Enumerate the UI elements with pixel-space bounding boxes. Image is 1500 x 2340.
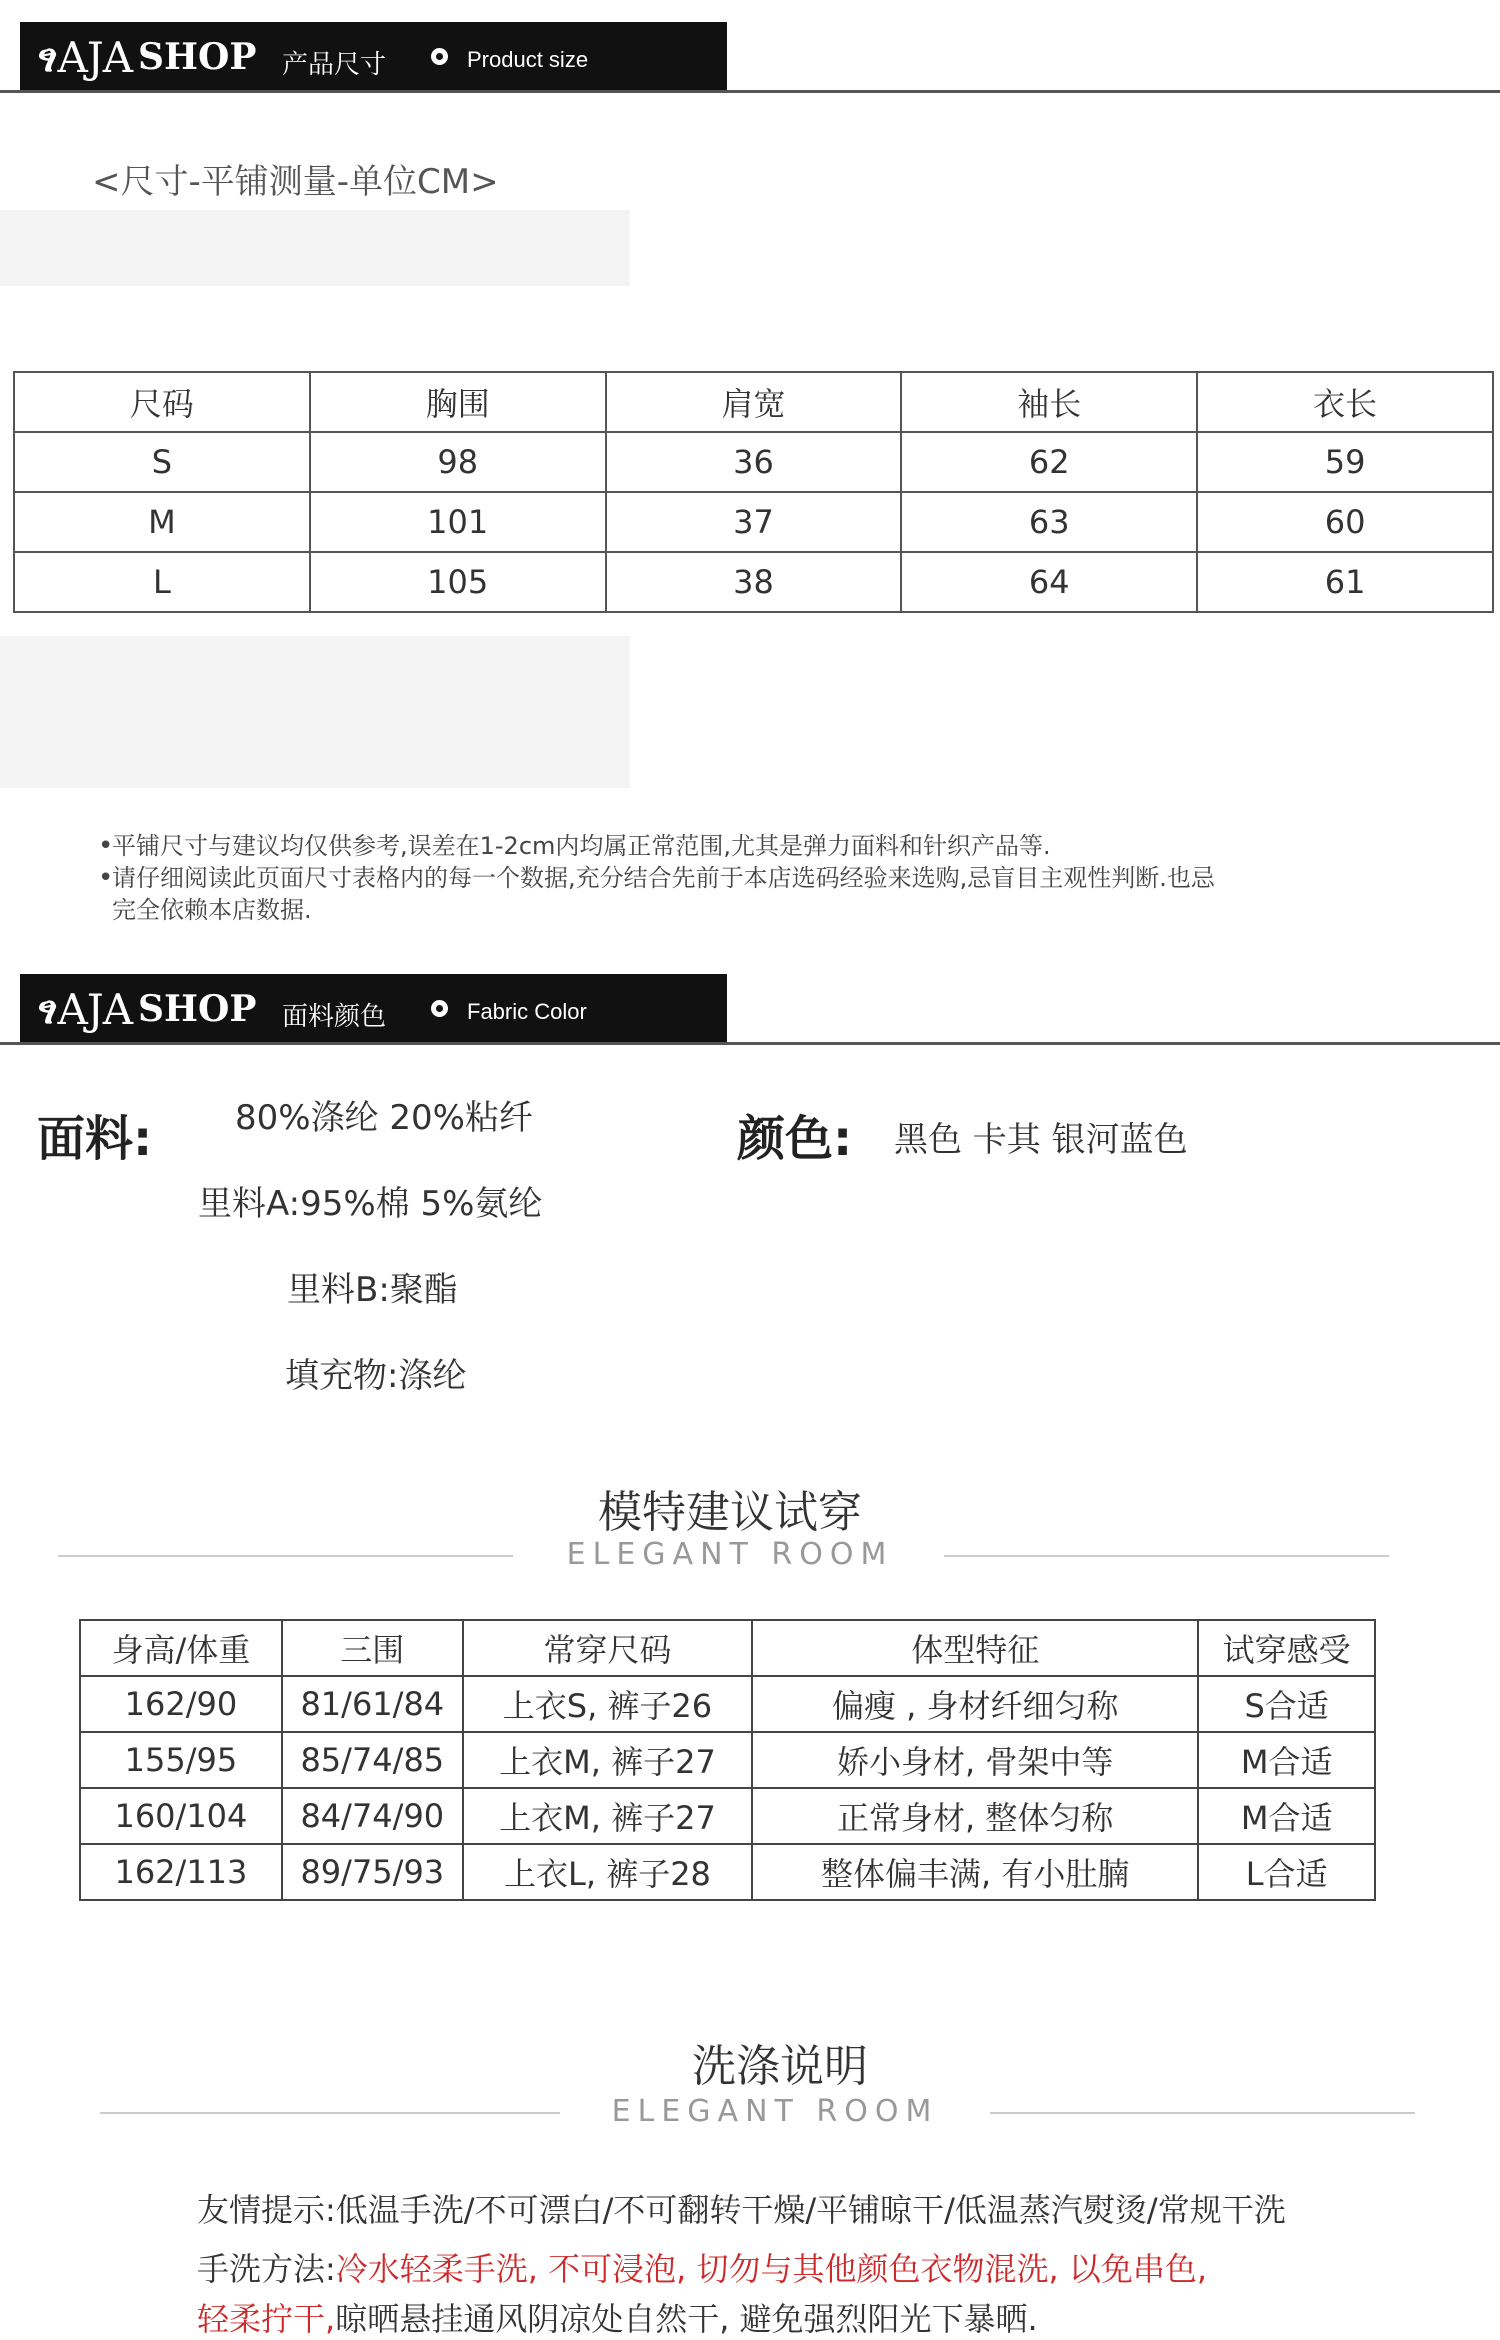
divider-line	[990, 2112, 1415, 2114]
logo-shop-text: SHOP	[138, 36, 257, 78]
table-cell: 89/75/93	[282, 1844, 463, 1900]
logo-shop-text: SHOP	[138, 988, 257, 1030]
table-cell: 37	[606, 492, 902, 552]
size-table	[13, 371, 1494, 613]
table-cell: 上衣L, 裤子28	[463, 1844, 752, 1900]
section-title-en: Fabric Color	[467, 999, 587, 1024]
table-row	[80, 1844, 1375, 1900]
table-cell: 162/90	[80, 1676, 282, 1732]
fabric-color-header	[20, 974, 727, 1044]
wash-method-warning-2: 轻柔拧干,	[197, 2300, 336, 2338]
table-cell: 63	[901, 492, 1197, 552]
logo-text: AJA	[57, 32, 133, 82]
table-cell: 105	[310, 552, 606, 612]
faint-block	[0, 636, 630, 788]
color-values: 黑色 卡其 银河蓝色	[894, 1120, 1188, 1160]
header-divider	[0, 1042, 1500, 1045]
table-cell: 62	[901, 432, 1197, 492]
product-size-header	[20, 22, 727, 92]
table-cell: 上衣M, 裤子27	[463, 1788, 752, 1844]
wash-section-subtitle: ELEGANT ROOM	[611, 2094, 939, 2129]
table-cell: 61	[1197, 552, 1493, 612]
color-label: 颜色:	[737, 1111, 853, 1167]
table-cell: 娇小身材, 骨架中等	[752, 1732, 1198, 1788]
wash-method-label: 手洗方法:	[197, 2250, 336, 2288]
divider-line	[58, 1555, 513, 1557]
wash-method-line2	[197, 2294, 1038, 2340]
shop-logo	[38, 32, 256, 82]
table-cell: 84/74/90	[282, 1788, 463, 1844]
table-cell: 155/95	[80, 1732, 282, 1788]
size-unit-note: <尺寸-平铺测量-单位CM>	[92, 162, 499, 202]
table-header-row	[80, 1620, 1375, 1676]
divider-line	[944, 1555, 1389, 1557]
circle-bullet-icon	[431, 48, 448, 65]
header-cell: 身高/体重	[80, 1620, 282, 1676]
header-cell: 常穿尺码	[463, 1620, 752, 1676]
table-cell: 38	[606, 552, 902, 612]
header-divider	[0, 90, 1500, 93]
header-cell: 尺码	[14, 372, 310, 432]
table-cell: L合适	[1198, 1844, 1375, 1900]
circle-bullet-icon	[431, 1000, 448, 1017]
wash-tip-text: 低温手洗/不可漂白/不可翻转干燥/平铺晾干/低温蒸汽熨烫/常规干洗	[335, 2191, 1286, 2229]
table-cell: 60	[1197, 492, 1493, 552]
table-header-row	[14, 372, 1493, 432]
shop-logo	[38, 984, 256, 1034]
model-section-title: 模特建议试穿	[598, 1487, 862, 1538]
header-cell: 三围	[282, 1620, 463, 1676]
table-cell: S	[14, 432, 310, 492]
divider-line	[100, 2112, 560, 2114]
disclaimer-line: • 请仔细阅读此页面尺寸表格内的每一个数据,充分结合先前于本店选码经验来选购,忌盲目主观性判断.也忌	[98, 863, 1215, 893]
disclaimer-line: • 平铺尺寸与建议均仅供参考,误差在1-2cm内均属正常范围,尤其是弹力面料和针织产品等.	[98, 831, 1051, 861]
disclaimer-line: 完全依赖本店数据.	[112, 896, 312, 924]
table-cell: 59	[1197, 432, 1493, 492]
section-title-cn: 面料颜色	[282, 1002, 387, 1032]
logo-text: AJA	[57, 984, 133, 1034]
model-fit-table	[79, 1619, 1376, 1901]
table-cell: 81/61/84	[282, 1676, 463, 1732]
header-cell: 衣长	[1197, 372, 1493, 432]
fabric-filling: 填充物:涤纶	[285, 1356, 467, 1396]
table-cell: M	[14, 492, 310, 552]
table-cell: S合适	[1198, 1676, 1375, 1732]
faint-block	[0, 210, 630, 286]
fabric-lining-a: 里料A:95%棉 5%氨纶	[198, 1184, 543, 1224]
wash-tip-label: 友情提示:	[197, 2191, 336, 2229]
fabric-lining-b: 里料B:聚酯	[287, 1270, 458, 1310]
table-cell: 98	[310, 432, 606, 492]
table-cell: M合适	[1198, 1788, 1375, 1844]
wash-method	[197, 2244, 1207, 2290]
fabric-label: 面料:	[37, 1111, 153, 1167]
section-title-en: Product size	[467, 47, 589, 72]
table-cell: 101	[310, 492, 606, 552]
table-row	[80, 1788, 1375, 1844]
table-cell: 上衣M, 裤子27	[463, 1732, 752, 1788]
fabric-main: 80%涤纶 20%粘纤	[235, 1098, 533, 1138]
table-cell: 64	[901, 552, 1197, 612]
table-cell: 正常身材, 整体匀称	[752, 1788, 1198, 1844]
table-row	[14, 432, 1493, 492]
wash-section-title: 洗涤说明	[692, 2041, 868, 2092]
table-cell: 36	[606, 432, 902, 492]
header-cell: 胸围	[310, 372, 606, 432]
logo-mark-icon: ፃ	[38, 33, 56, 81]
table-row	[80, 1676, 1375, 1732]
table-cell: 整体偏丰满, 有小肚腩	[752, 1844, 1198, 1900]
table-cell: 偏瘦 , 身材纤细匀称	[752, 1676, 1198, 1732]
header-cell: 肩宽	[606, 372, 902, 432]
header-cell: 袖长	[901, 372, 1197, 432]
table-cell: L	[14, 552, 310, 612]
header-cell: 体型特征	[752, 1620, 1198, 1676]
wash-tip	[197, 2185, 1286, 2231]
section-title-cn: 产品尺寸	[282, 50, 387, 80]
wash-method-warning: 冷水轻柔手洗, 不可浸泡, 切勿与其他颜色衣物混洗, 以免串色,	[335, 2250, 1208, 2288]
table-cell: 160/104	[80, 1788, 282, 1844]
logo-mark-icon: ፃ	[38, 985, 56, 1033]
header-cell: 试穿感受	[1198, 1620, 1375, 1676]
table-row	[14, 492, 1493, 552]
table-row	[80, 1732, 1375, 1788]
table-cell: 162/113	[80, 1844, 282, 1900]
table-cell: 上衣S, 裤子26	[463, 1676, 752, 1732]
table-cell: M合适	[1198, 1732, 1375, 1788]
wash-method-text: 晾晒悬挂通风阴凉处自然干, 避免强烈阳光下暴晒.	[335, 2300, 1038, 2338]
table-cell: 85/74/85	[282, 1732, 463, 1788]
table-row	[14, 552, 1493, 612]
disclaimer	[98, 830, 1412, 926]
model-section-subtitle: ELEGANT ROOM	[566, 1537, 894, 1572]
